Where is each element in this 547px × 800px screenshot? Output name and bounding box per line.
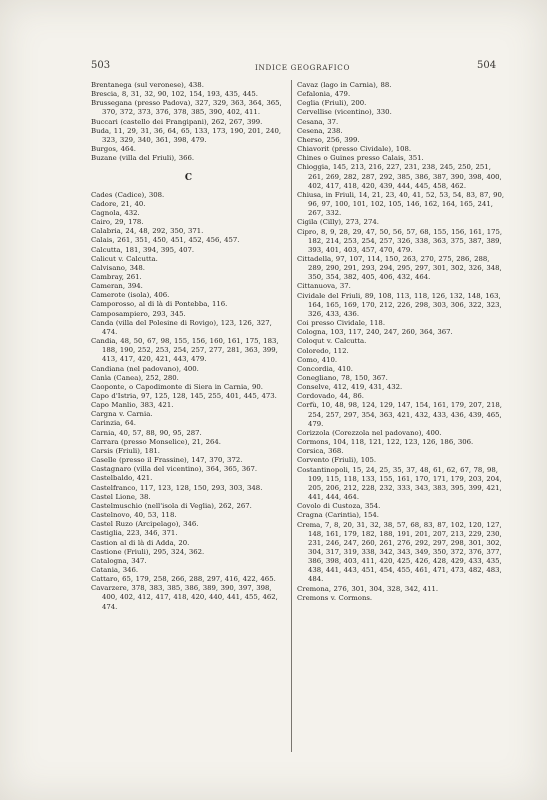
index-entry: Buda, 11, 29, 31, 36, 64, 65, 133, 173, 190, 201, 240, 323, 329, 340, 361, 398, 479. [91,126,282,144]
index-entry: Cittadella, 97, 107, 114, 150, 263, 270, 275, 286, 288, 289, 290, 291, 293, 294, 295, 297, 301, 302, 326, 348, 350, 354, 382, 405, 406, 432, 464. [297,254,502,282]
index-entry: Covolo di Custoza, 354. [297,502,381,511]
index-entry: Cagnola, 432. [91,208,140,217]
index-entry: Como, 410. [297,355,338,364]
index-entry: Cittanuova, 37. [297,282,351,291]
index-entry: Cragna (Carintia), 154. [297,511,379,520]
index-entry: Castelbaldo, 421. [91,474,153,483]
index-entry: Coloqut v. Calcutta. [297,337,367,346]
index-entry: Camerote (isola), 406. [91,291,170,300]
index-entry: Cremona, 276, 301, 304, 328, 342, 411. [297,584,439,593]
index-entry: Caselle (presso il Frassine), 147, 370, 372. [91,456,243,465]
index-entry: Castagnaro (villa del vicentino), 364, 365, 367. [91,465,258,474]
index-entry: Cormons, 104, 118, 121, 122, 123, 126, 186, 306. [297,438,474,447]
index-entry: Costantinopoli, 15, 24, 25, 35, 37, 48, 61, 62, 67, 78, 98, 109, 115, 118, 133, 155, 161, 170, 171, 179, 203, 204, 205, 206, 212, 228, 232, 333, 343, 383, 395, 399, 421, 441, 444, 464. [297,465,502,502]
index-entry: Cadore, 21, 40. [91,199,146,208]
index-entry: Cologna, 103, 117, 240, 247, 260, 364, 367. [297,328,453,337]
index-entry: Chiusa, in Friuli, 14, 21, 23, 40, 41, 52, 53, 54, 83, 87, 90, 96, 97, 100, 101, 102, 105, 146, 162, 164, 165, 241, 267, 332. [297,190,505,218]
index-entry: Buzane (villa del Friuli), 366. [91,154,195,163]
index-entry: Castelfranco, 117, 123, 128, 150, 293, 303, 348. [91,483,263,492]
index-entry: Cameran, 394. [91,282,143,291]
index-entry: Castion al di là di Adda, 20. [91,538,190,547]
index-entry: Coi presso Cividale, 118. [297,319,386,328]
index-entry: Conegliano, 78, 150, 367. [297,374,388,382]
index-entry: Camporosso, al di là di Pontebba, 116. [91,300,228,309]
index-entry: Capo d'Istria, 97, 125, 128, 145, 255, 401, 445, 473. [91,392,277,400]
column-divider [291,80,292,752]
index-entry: Capo Manlio, 383, 421. [91,401,174,410]
index-entry: Camposampiero, 293, 345. [91,309,186,318]
index-entry: Chiavorit (presso Cividale), 108. [297,145,412,154]
index-entry: Caoponte, o Capodimonte di Siera in Carnia, 90. [91,382,263,391]
index-entry: Cambray, 261. [91,272,142,281]
index-entry: Cargna v. Carnia. [91,410,153,419]
index-entry: Cesana, 37. [297,117,339,126]
index-entry: Corizzola (Corezzola nel padovano), 400. [297,428,442,437]
index-entry: Castel Ruzo (Arcipelago), 346. [91,520,199,529]
index-entry: Crema, 7, 8, 20, 31, 32, 38, 57, 68, 83, 87, 102, 120, 127, 148, 161, 179, 182, 188, 191, 201, 207, 213, 229, 230, 231, 246, 247, 260, 261, 276, 292, 297, 298, 301, 302, 304, 317, 319, 338, 342, 343, 349, 350, 372, 376, 377, 386, 398, 403, 411, 420, 425, 426, 428, 429, 433, 435, 438, 441, 443, 451, 454, 455, 461, 471, 473, 482, 483, 484. [297,520,502,584]
index-entry: Candia, 48, 50, 67, 98, 155, 156, 160, 161, 175, 183, 188, 190, 252, 253, 254, 257, 277, 281, 363, 399, 413, 417, 420, 421, 443, 479. [91,337,279,364]
left-page-number: 503 [91,60,111,71]
index-entry: Buccari (castello dei Frangipani), 262, 267, 399. [91,117,263,126]
index-entry: Cairo, 29, 178. [91,218,144,227]
index-entry: Cherso, 256, 399. [297,135,360,144]
index-entry: Castione (Friuli), 295, 324, 362. [91,547,205,556]
index-entry: Carinzia, 64. [91,419,136,428]
index-entry: Cattaro, 65, 179, 258, 266, 288, 297, 416, 422, 465. [91,575,276,584]
index-entry: Cavarzere, 378, 383, 385, 386, 389, 390, 397, 398, 400, 402, 412, 417, 418, 420, 440, 441, 455, 462, 474. [91,584,278,611]
index-entry: Canìa (Canea), 252, 280. [91,373,179,382]
index-entry: Chines o Guines presso Calais, 351. [297,154,424,163]
index-entry: Castel Lione, 38. [91,492,151,501]
index-entry: Catania, 346. [91,565,139,574]
index-entry: Cefalonia, 479. [297,90,351,99]
index-entry: Calcutta, 181, 394, 395, 407. [91,245,195,254]
index-entry: Candiana (nel padovano), 400. [91,364,199,373]
index-entry: Castiglia, 223, 346, 371. [91,529,178,538]
index-entry: Brescia, 8, 31, 32, 90, 102, 154, 193, 435, 445. [91,90,258,99]
index-entry: Ceglia (Friuli), 200. [297,99,367,108]
index-entry: Chioggia, 145, 213, 216, 227, 231, 238, 245, 250, 251, 261, 269, 282, 287, 292, 385, 386, 387, 390, 398, 400, 402, 417, 418, 420, 439, 444, 445, 458, 462. [297,163,502,190]
section-letter-heading: C [184,173,193,184]
index-entry: Cordovado, 44, 86. [297,392,364,401]
index-entry: Brentanega (sul veronese), 438. [91,81,204,89]
index-entry: Cervellise (vicentino), 330. [297,108,392,117]
index-entry: Corsica, 368. [297,447,344,456]
index-entry: Cremons v. Cormons. [297,593,373,602]
index-entry: Carrara (presso Monselice), 21, 264. [91,437,221,446]
index-entry: Cesena, 238. [297,126,343,135]
index-entry: Concordia, 410. [297,364,353,373]
index-entry: Castelmuschio (nell'isola di Veglia), 262, 267. [91,501,252,510]
index-entry: Coloredo, 112. [297,346,349,355]
index-entry: Cipro, 8, 9, 28, 29, 47, 50, 56, 57, 68, 155, 156, 161, 175, 182, 214, 253, 254, 257, 326, 338, 363, 375, 387, 389, 393, 401, 403, 457, 470, 479. [297,227,503,254]
index-column-left [91,81,286,612]
index-entry: Carnia, 40, 57, 88, 90, 95, 287. [91,428,202,437]
index-entry: Brussegana (presso Padova), 327, 329, 363, 364, 365, 370, 372, 373, 376, 378, 385, 390, 402, 411. [91,99,282,117]
index-entry: Cividale del Friuli, 89, 108, 113, 118, 126, 132, 148, 163, 164, 165, 169, 170, 212, 226, 298, 303, 306, 322, 323, 326, 433, 436. [297,291,502,318]
index-entry: Cades (Cadice), 308. [91,190,165,199]
index-entry: Carsis (Friuli), 181. [91,446,160,455]
index-entry: Cigila (Cilly), 273, 274. [297,218,379,227]
running-head: INDICE GEOGRAFICO [255,63,351,72]
index-entry: Conselve, 412, 419, 431, 432. [297,383,403,392]
index-entry: Calabria, 24, 48, 292, 350, 371. [91,227,204,236]
index-entry: Corfù, 10, 48, 98, 124, 129, 147, 154, 161, 179, 207, 218, 254, 257, 297, 354, 363, 421, 432, 433, 436, 439, 465, 479. [297,401,502,428]
index-entry: Calais, 261, 351, 450, 451, 452, 456, 457. [91,236,240,245]
index-entry: Corvento (Friuli), 105. [297,456,377,465]
index-entry: Calicut v. Calcutta. [91,254,158,263]
right-page-number: 504 [477,60,497,71]
index-entry: Calvisano, 348. [91,263,145,272]
index-entry: Catalogna, 347. [91,556,147,565]
index-entry: Castelnovo, 40, 53, 118. [91,511,177,520]
index-entry: Burgos, 464. [91,145,136,154]
index-entry: Cavaz (lago in Carnia), 88. [297,81,392,89]
index-column-right [297,81,505,603]
index-entry: Canda (villa del Polesine di Rovigo), 123, 126, 327, 474. [91,318,272,336]
